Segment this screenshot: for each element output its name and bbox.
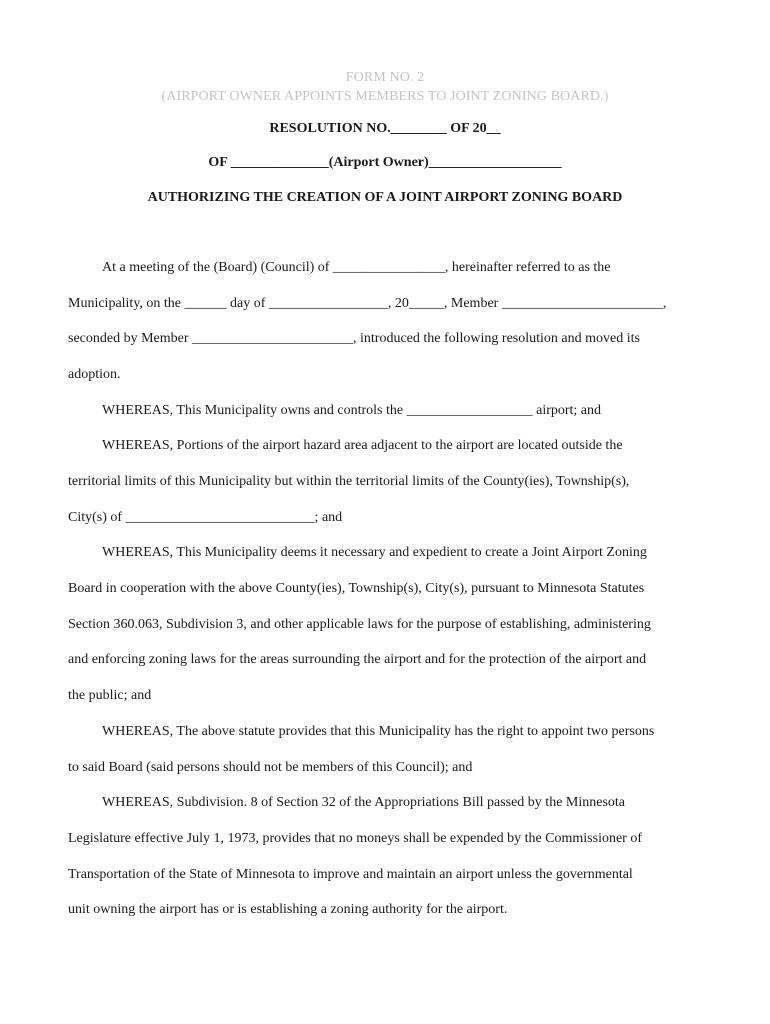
- body-line: territorial limits of this Municipality but within the territorial limits of the County(ies), Township(s),: [68, 474, 630, 489]
- form-subtitle: (AIRPORT OWNER APPOINTS MEMBERS TO JOINT ZONING BOARD.): [161, 89, 609, 104]
- body-line: Section 360.063, Subdivision 3, and other applicable laws for the purpose of establishing, administering: [68, 617, 651, 632]
- body-line: Municipality, on the ______ day of _________________, 20_____, Member _______________________,: [68, 296, 667, 311]
- body-line: Board in cooperation with the above County(ies), Township(s), City(s), pursuant to Minnesota Statutes: [68, 581, 645, 596]
- body-line: unit owning the airport has or is establishing a zoning authority for the airport.: [68, 902, 508, 917]
- body-line: City(s) of ___________________________; and: [68, 510, 343, 525]
- body-line: the public; and: [68, 688, 152, 703]
- body-line: adoption.: [68, 367, 121, 382]
- airport-owner-line: OF ______________(Airport Owner)___________________: [208, 155, 562, 170]
- body-line: WHEREAS, This Municipality owns and controls the __________________ airport; and: [102, 403, 602, 418]
- body-line: seconded by Member _______________________, introduced the following resolution and moved its: [68, 331, 640, 346]
- form-number: FORM NO. 2: [345, 70, 425, 85]
- resolution-heading: AUTHORIZING THE CREATION OF A JOINT AIRPORT ZONING BOARD: [147, 190, 623, 205]
- body-line: and enforcing zoning laws for the areas surrounding the airport and for the protection of the airport and: [68, 652, 647, 667]
- body-line: At a meeting of the (Board) (Council) of ________________, hereinafter referred to as the: [102, 260, 611, 275]
- body-line: Legislature effective July 1, 1973, provides that no moneys shall be expended by the Commissioner of: [68, 831, 643, 846]
- resolution-number-line: RESOLUTION NO.________ OF 20__: [269, 121, 501, 136]
- body-line: WHEREAS, The above statute provides that this Municipality has the right to appoint two persons: [102, 724, 655, 739]
- body-line: to said Board (said persons should not be members of this Council); and: [68, 760, 473, 775]
- body-line: Transportation of the State of Minnesota to improve and maintain an airport unless the governmental: [68, 867, 633, 882]
- body-line: WHEREAS, Subdivision. 8 of Section 32 of the Appropriations Bill passed by the Minnesota: [102, 795, 626, 810]
- body-line: WHEREAS, This Municipality deems it necessary and expedient to create a Joint Airport Zoning: [102, 545, 647, 560]
- body-line: WHEREAS, Portions of the airport hazard area adjacent to the airport are located outside the: [102, 438, 623, 453]
